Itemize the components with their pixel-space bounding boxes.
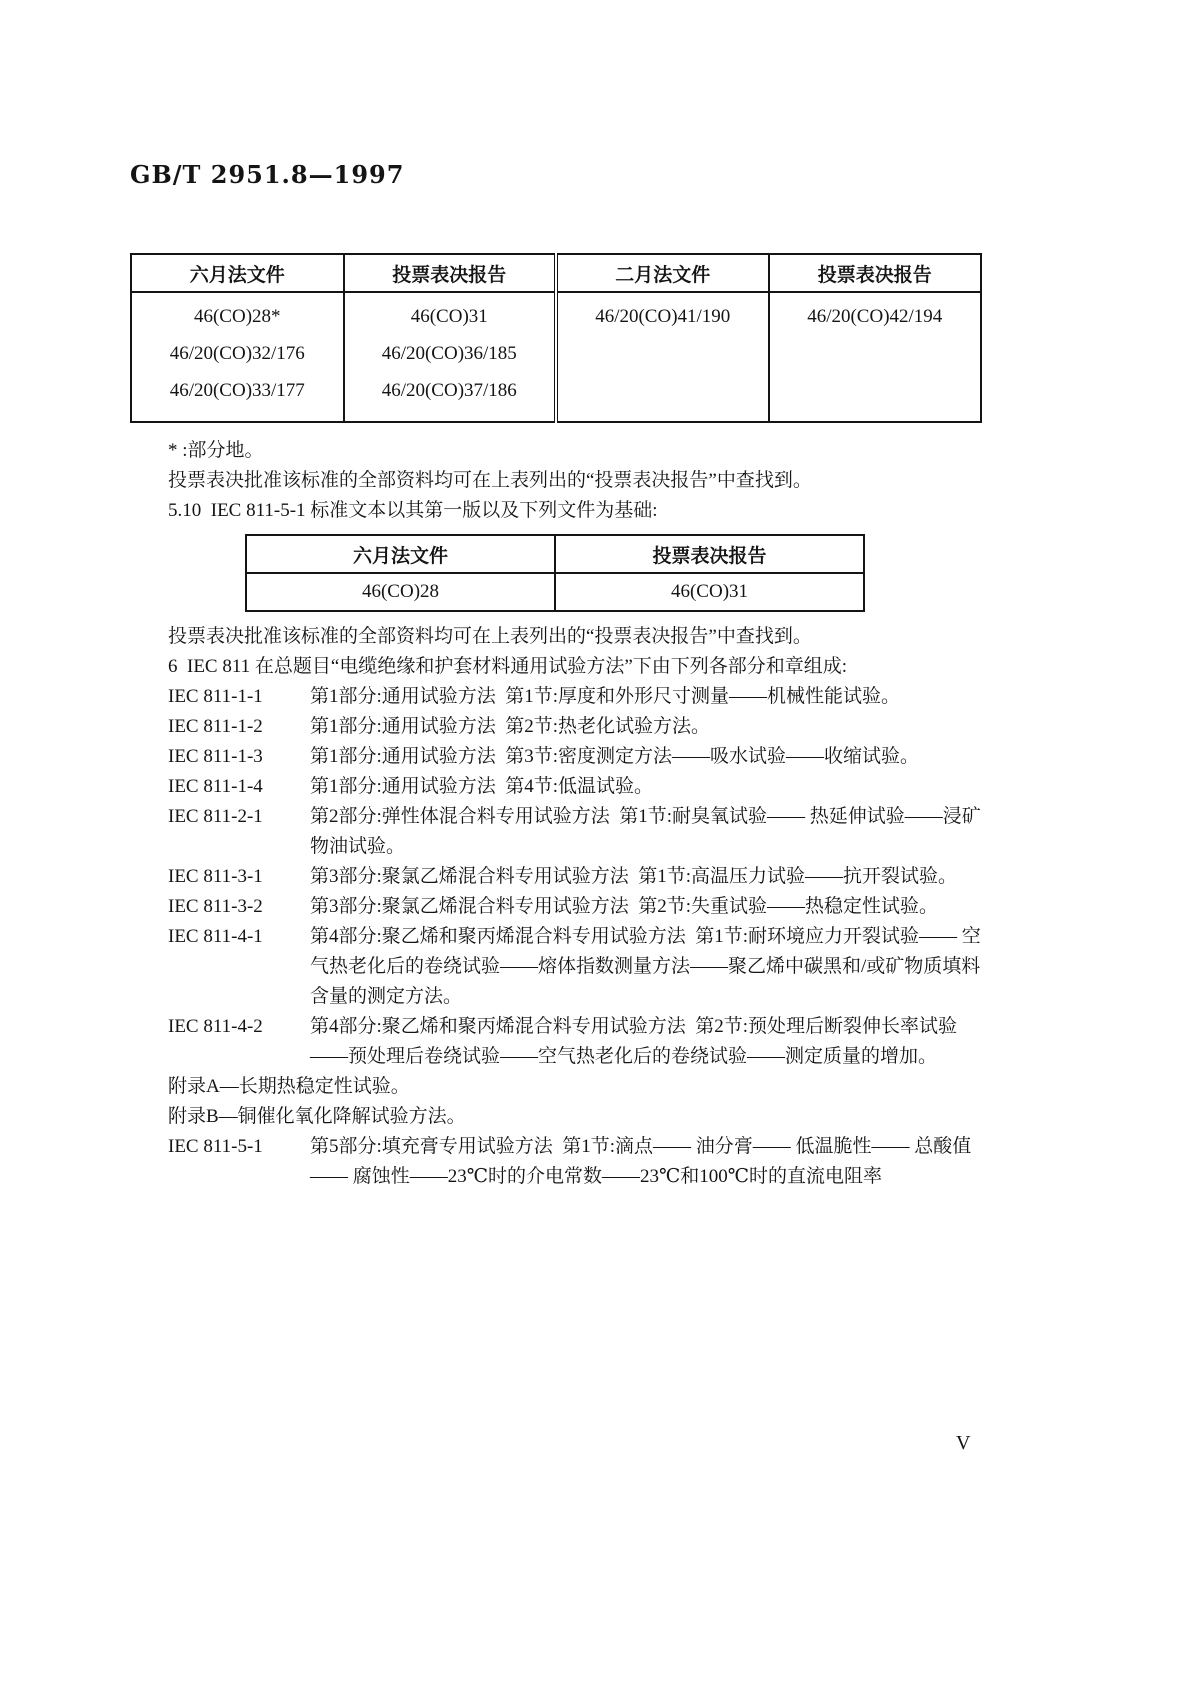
list-item-text: 第1部分:通用试验方法 第2节:热老化试验方法。 — [310, 716, 711, 737]
table-cell-june-docs — [131, 292, 344, 422]
list-item-label: IEC 811-1-3 — [168, 746, 263, 767]
table-header-cell: 投票表决报告 — [555, 535, 864, 573]
list-item — [168, 712, 982, 742]
list-item-annex-b — [168, 1102, 982, 1132]
list-item-text: 第5部分:填充膏专用试验方法 第1节:滴点—— 油分膏—— 低温脆性—— 总酸值—— 腐蚀性——23℃时的介电常数——23℃和100℃时的直流电阻率 — [310, 1136, 972, 1187]
table-value: 46(CO)28* — [193, 306, 281, 327]
list-item — [168, 802, 982, 862]
table-header-cell: 六月法文件 — [246, 535, 555, 573]
list-item — [168, 1012, 982, 1072]
list-item-label: IEC 811-2-1 — [168, 806, 263, 827]
list-item — [168, 772, 982, 802]
page-number: V — [956, 1432, 971, 1454]
list-item — [168, 1132, 982, 1192]
list-item-text: 第3部分:聚氯乙烯混合料专用试验方法 第1节:高温压力试验——抗开裂试验。 — [310, 866, 958, 887]
list-item-annex-a — [168, 1072, 982, 1102]
table-value: 46/20(CO)33/177 — [169, 380, 305, 401]
table-value: 46/20(CO)42/194 — [807, 306, 943, 327]
table-data-row — [246, 573, 864, 611]
table-cell-vote-reports — [344, 292, 557, 422]
clause-5-10: 5.10 IEC 811-5-1 标准文本以其第一版以及下列文件为基础: — [168, 500, 658, 521]
table-cell-feb-docs — [556, 292, 769, 422]
list-item-label: IEC 811-5-1 — [168, 1136, 263, 1157]
list-item-text: 第1部分:通用试验方法 第4节:低温试验。 — [310, 776, 654, 797]
page-content — [130, 160, 982, 1192]
table-value: 46(CO)31 — [555, 573, 864, 611]
list-item-label: IEC 811-4-1 — [168, 926, 263, 947]
table-value: 46/20(CO)36/185 — [381, 343, 517, 364]
ballot-table-secondary — [245, 534, 865, 612]
clause-6: 6 IEC 811 在总题目“电缆绝缘和护套材料通用试验方法”下由下列各部分和章组成: — [168, 656, 848, 677]
table-header-cell: 投票表决报告 — [769, 254, 982, 292]
ballot-table-main — [130, 253, 982, 423]
list-item-text: 第3部分:聚氯乙烯混合料专用试验方法 第2节:失重试验——热稳定性试验。 — [310, 896, 939, 917]
table-header-row — [246, 535, 864, 573]
list-item-label: IEC 811-1-2 — [168, 716, 263, 737]
list-item — [168, 922, 982, 1012]
table-value: 46/20(CO)41/190 — [595, 306, 731, 327]
list-item — [168, 862, 982, 892]
table-value: 46(CO)31 — [410, 306, 488, 327]
list-item-text: 第4部分:聚乙烯和聚丙烯混合料专用试验方法 第1节:耐环境应力开裂试验—— 空气热老化后的卷绕试验——熔体指数测量方法——聚乙烯中碳黑和/或矿物质填料含量的测定方法。 — [310, 926, 981, 1007]
iec-parts-list — [168, 682, 982, 1192]
list-item-text: 附录B—铜催化氧化降解试验方法。 — [168, 1106, 466, 1127]
footnote-partially: * :部分地。 — [168, 440, 264, 461]
table-value: 46/20(CO)37/186 — [381, 380, 517, 401]
table-value: 46(CO)28 — [246, 573, 555, 611]
list-item — [168, 742, 982, 772]
list-item-label: IEC 811-3-2 — [168, 896, 263, 917]
table-header-cell: 六月法文件 — [131, 254, 344, 292]
list-item — [168, 892, 982, 922]
list-item-text: 第2部分:弹性体混合料专用试验方法 第1节:耐臭氧试验—— 热延伸试验——浸矿物油试验。 — [310, 806, 981, 857]
table-data-row — [131, 292, 981, 422]
table-header-cell: 投票表决报告 — [344, 254, 557, 292]
table-header-row — [131, 254, 981, 292]
list-item-text: 第1部分:通用试验方法 第1节:厚度和外形尺寸测量——机械性能试验。 — [310, 686, 901, 707]
list-item — [168, 682, 982, 712]
list-item-text: 第4部分:聚乙烯和聚丙烯混合料专用试验方法 第2节:预处理后断裂伸长率试验——预处理后卷绕试验——空气热老化后的卷绕试验——测定质量的增加。 — [310, 1016, 958, 1067]
list-item-label: IEC 811-1-4 — [168, 776, 263, 797]
note-after-table1: 投票表决批准该标准的全部资料均可在上表列出的“投票表决报告”中查找到。 — [168, 470, 812, 491]
table-cell-vote-reports-2 — [769, 292, 982, 422]
note-after-table2: 投票表决批准该标准的全部资料均可在上表列出的“投票表决报告”中查找到。 — [168, 626, 812, 647]
list-item-text: 第1部分:通用试验方法 第3节:密度测定方法——吸水试验——收缩试验。 — [310, 746, 920, 767]
list-item-label: IEC 811-3-1 — [168, 866, 263, 887]
list-item-text: 附录A—长期热稳定性试验。 — [168, 1076, 410, 1097]
table-value: 46/20(CO)32/176 — [169, 343, 305, 364]
list-item-label: IEC 811-1-1 — [168, 686, 263, 707]
doc-number: GB/T 2951.8—1997 — [130, 160, 405, 189]
table-header-cell: 二月法文件 — [556, 254, 769, 292]
list-item-label: IEC 811-4-2 — [168, 1016, 263, 1037]
